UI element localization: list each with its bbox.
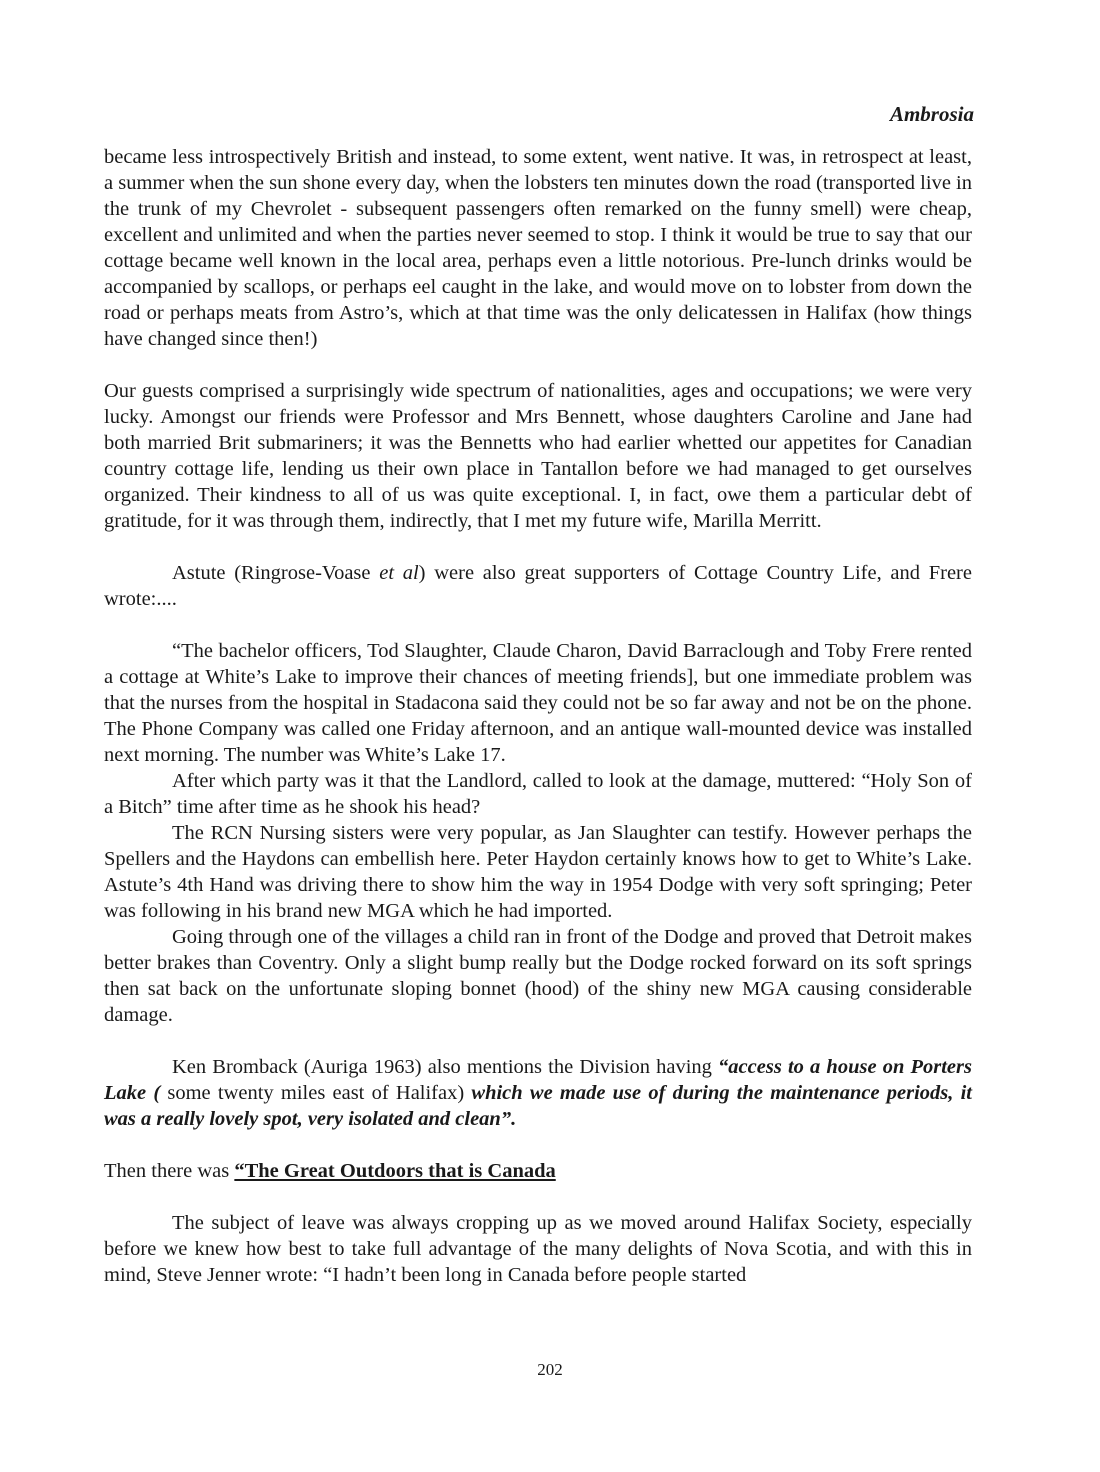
paragraph-landlord: After which party was it that the Landlord, called to look at the damage, muttered: “Holy Son of a Bitch” time after time as he shook his head? xyxy=(104,770,972,818)
section-heading-title: “The Great Outdoors that is Canada xyxy=(234,1160,556,1182)
bromback-quote-end: which we made use of during the maintenance periods, it was a really lovely spot, very isolated and clean”. xyxy=(104,1082,972,1130)
section-heading-prefix: Then there was xyxy=(104,1160,235,1182)
body-text xyxy=(104,144,972,1288)
paragraph-guests: Our guests comprised a surprisingly wide spectrum of nationalities, ages and occupations; we were very lucky. Amongst our friends were Professor and Mrs Bennett, whose daughters Caroline and Jane had both married Brit submariners; it was the Bennetts who had earlier whetted our appetites for Canadian country cottage life, lending us their own place in Tantallon before we had managed to get ourselves organized. Their kindness to all of us was quite exceptional. I, in fact, owe them a particular debt of gratitude, for it was through them, indirectly, that I met my future wife, Marilla Merritt. xyxy=(104,380,972,532)
bromback-quote-start: “access to a house on Porters Lake ( xyxy=(104,1056,972,1104)
bromback-text-start: Ken Bromback (Auriga 1963) also mentions the Division having xyxy=(172,1056,719,1078)
et-al-italic: et al xyxy=(379,562,419,584)
bromback-text-middle: some twenty miles east of Halifax) xyxy=(160,1082,472,1104)
paragraph-astute xyxy=(104,560,972,612)
running-header: Ambrosia xyxy=(889,102,974,126)
astute-text-start: Astute (Ringrose-Voase xyxy=(172,562,380,584)
paragraph-nursing-sisters: The RCN Nursing sisters were very popular, as Jan Slaughter can testify. However perhaps the Spellers and the Haydons can embellish here. Peter Haydon certainly knows how to get to White’s Lake. Astute’s 4th Hand was driving there to show him the way in 1954 Dodge with very soft springing; Peter was following in his brand new MGA which he had imported. xyxy=(104,822,972,922)
section-heading-line xyxy=(104,1158,972,1184)
paragraph-bachelor-officers: “The bachelor officers, Tod Slaughter, Claude Charon, David Barraclough and Toby Frere rented a cottage at White’s Lake to improve their chances of meeting friends], but one immediate problem was that the nurses from the hospital in Stadacona said they could not be so far away and not be on the phone. The Phone Company was called one Friday afternoon, and an antique wall-mounted device was installed next morning. The number was White’s Lake 17. xyxy=(104,640,972,766)
page-number: 202 xyxy=(537,1360,563,1379)
paragraph-cottage-summer: became less introspectively British and instead, to some extent, went native. It was, in retrospect at least, a summer when the sun shone every day, when the lobsters ten minutes down the road (transported live in the trunk of my Chevrolet - subsequent passengers often remarked on the funny smell) were cheap, excellent and unlimited and when the parties never seemed to stop. I think it would be true to say that our cottage became well known in the local area, perhaps even a little notorious. Pre-lunch drinks would be accompanied by scallops, or perhaps eel caught in the lake, and would move on to lobster from down the road or perhaps meats from Astro’s, which at that time was the only delicatessen in Halifax (how things have changed since then!) xyxy=(104,146,972,350)
paragraph-bromback xyxy=(104,1054,972,1132)
paragraph-leave: The subject of leave was always cropping up as we moved around Halifax Society, especially before we knew how best to take full advantage of the many delights of Nova Scotia, and with this in mind, Steve Jenner wrote: “I hadn’t been long in Canada before people started xyxy=(104,1212,972,1286)
paragraph-dodge-mga: Going through one of the villages a child ran in front of the Dodge and proved that Detroit makes better brakes than Coventry. Only a slight bump really but the Dodge rocked forward on its soft springs then sat back on the unfortunate sloping bonnet (hood) of the shiny new MGA causing considerable damage. xyxy=(104,926,972,1026)
astute-text-end: ) were also great supporters of Cottage Country Life, and Frere wrote:.... xyxy=(104,562,972,610)
